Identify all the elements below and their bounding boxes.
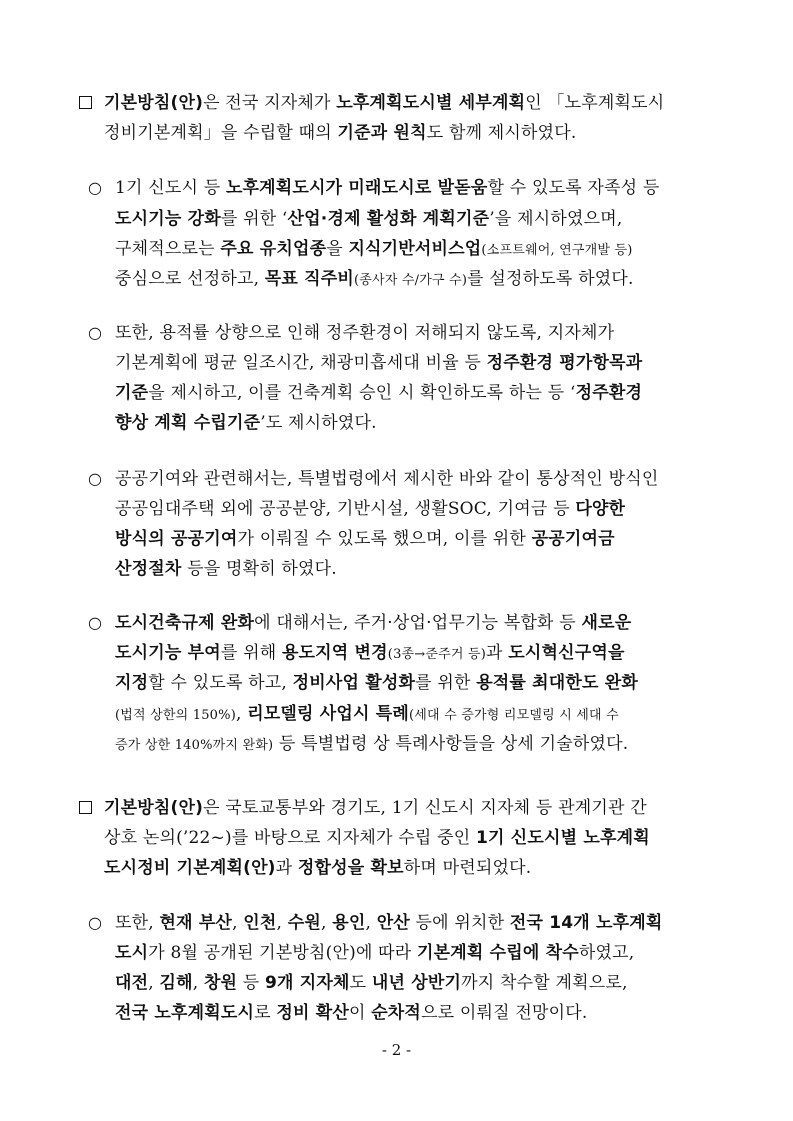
text-line: 1기 신도시 등 노후계획도시가 미래도시로 발돋움할 수 있도록 자족성 등 <box>115 178 660 198</box>
text-line: (법적 상한의 150%), 리모델링 사업시 특례(세대 수 증가형 리모델링 시 세대 수 <box>115 704 619 724</box>
text-line: 산정절차 등을 명확히 하였다. <box>115 559 337 579</box>
text-line: 공공임대주택 외에 공공분양, 기반시설, 생활SOC, 기여금 등 다양한 <box>115 499 626 519</box>
circle-bullet-icon: ○ <box>88 913 102 932</box>
circle-bullet-icon: ○ <box>88 178 102 197</box>
text-line: 기본방침(안)은 전국 지자체가 노후계획도시별 세부계획인 「노후계획도시 <box>104 93 665 113</box>
text-line: 정비기본계획」을 수립할 때의 기준과 원칙도 함께 제시하였다. <box>104 123 577 143</box>
square-bullet-icon <box>79 93 92 115</box>
text-line: 또한, 현재 부산, 인천, 수원, 용인, 안산 등에 위치한 전국 14개 노후계획 <box>115 913 663 933</box>
text-line: 지정할 수 있도록 하고, 정비사업 활성화를 위한 용적률 최대한도 완화 <box>115 673 639 693</box>
text-line: 도시기능 강화를 위한 ‘산업·경제 활성화 계획기준’을 제시하였으며, <box>115 209 623 229</box>
text-line: 공공기여와 관련해서는, 특별법령에서 제시한 바와 같이 통상적인 방식인 <box>115 469 659 489</box>
text-line: 도시기능 부여를 위해 용도지역 변경(3종→준주거 등)과 도시혁신구역을 <box>115 643 625 663</box>
circle-bullet-icon: ○ <box>88 323 102 342</box>
text-line: 도시건축규제 완화에 대해서는, 주거·상업·업무기능 복합화 등 새로운 <box>115 613 632 633</box>
text-line: 도시정비 기본계획(안)과 정합성을 확보하며 마련되었다. <box>104 858 532 878</box>
text-line: 방식의 공공기여가 이뤄질 수 있도록 했으며, 이를 위한 공공기여금 <box>115 529 615 549</box>
page-number: - 2 - <box>381 1041 412 1059</box>
circle-bullet-icon: ○ <box>88 613 102 632</box>
text-line: 기준을 제시하고, 이를 건축계획 승인 시 확인하도록 하는 등 ‘정주환경 <box>115 383 643 403</box>
text-line: 증가 상한 140%까지 완화) 등 특별법령 상 특례사항들을 상세 기술하였다. <box>115 734 629 754</box>
square-bullet-icon <box>79 798 92 820</box>
text-line: 향상 계획 수립기준’도 제시하였다. <box>115 413 377 433</box>
text-line: 중심으로 선정하고, 목표 직주비(종사자 수/가구 수)를 설정하도록 하였다. <box>115 269 634 289</box>
text-line: 구체적으로는 주요 유치업종을 지식기반서비스업(소프트웨어, 연구개발 등) <box>115 239 633 259</box>
text-line: 전국 노후계획도시로 정비 확산이 순차적으로 이뤄질 전망이다. <box>115 1003 588 1023</box>
text-line: 또한, 용적률 상향으로 인해 정주환경이 저해되지 않도록, 지자체가 <box>115 323 615 343</box>
text-line: 기본방침(안)은 국토교통부와 경기도, 1기 신도시 지자체 등 관계기관 간 <box>104 798 647 818</box>
text-line: 대전, 김해, 창원 등 9개 지자체도 내년 상반기까지 착수할 계획으로, <box>115 973 628 993</box>
text-line: 도시가 8월 공개된 기본방침(안)에 따라 기본계획 수립에 착수하였고, <box>115 943 635 963</box>
text-line: 기본계획에 평균 일조시간, 채광미흡세대 비율 등 정주환경 평가항목과 <box>115 353 643 373</box>
text-line: 상호 논의(’22~)를 바탕으로 지자체가 수립 중인 1기 신도시별 노후계획 <box>104 828 650 848</box>
circle-bullet-icon: ○ <box>88 469 102 488</box>
